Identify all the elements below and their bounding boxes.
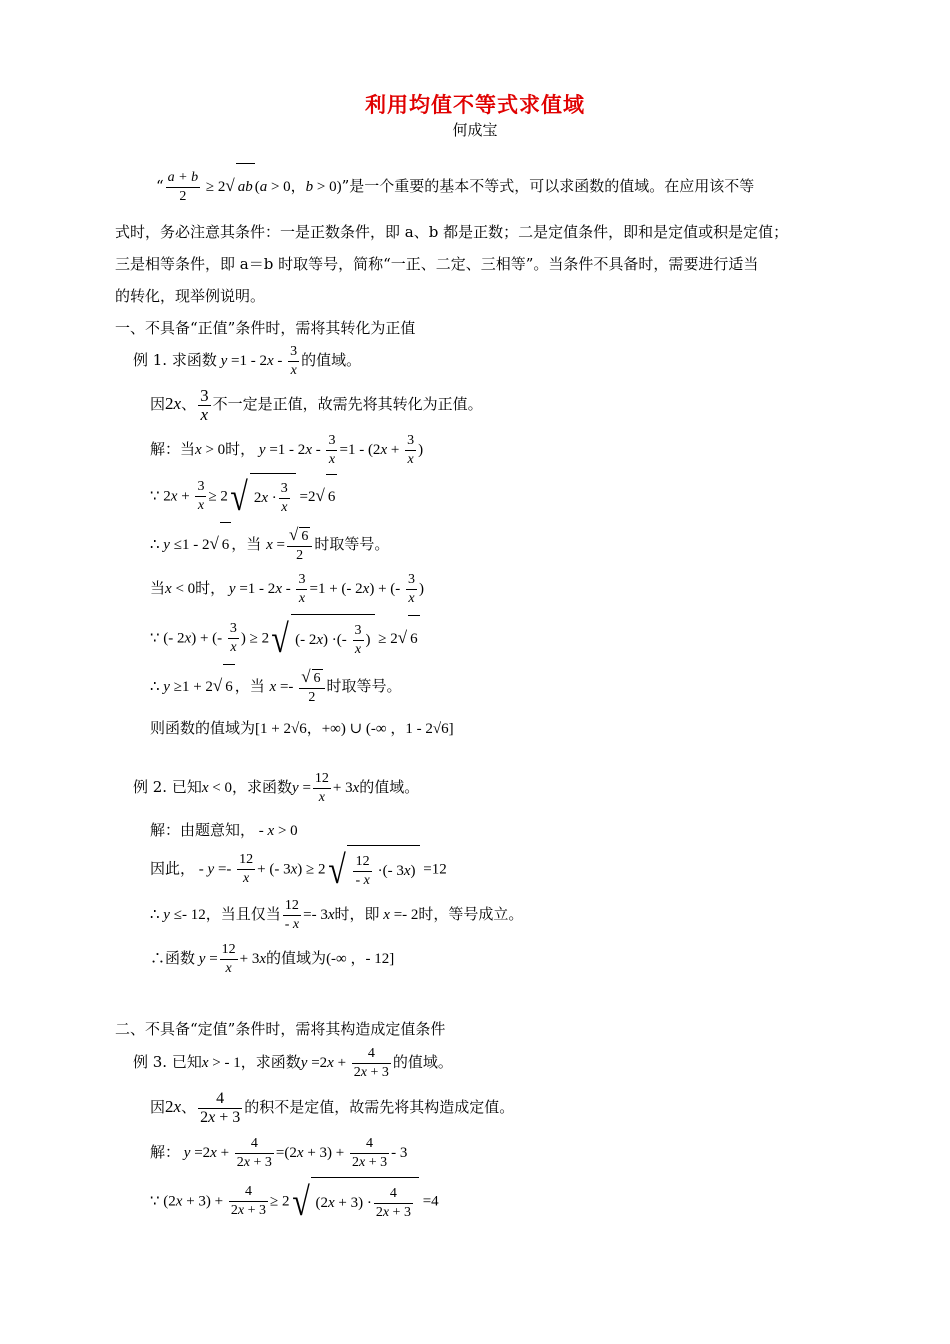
example-3-reason: 因2x、 $\frac{4}{2x + 3}$ 的积不是定值，故需先将其构造成定值。 bbox=[150, 1089, 515, 1126]
example-2-statement: 例 2. 已知x < 0，求函数y = $\frac{12}{x}$ + 3x的值域。 bbox=[133, 770, 420, 805]
intro-line-2: 式时，务必注意其条件：一是正数条件，即 a、b 都是正数；二是定值条件，即和是定值或积是定值； bbox=[115, 223, 789, 241]
example-2-solution-line-2: 因此， - y =- $\frac{12}{x}$ + (- 3x) ≥ 2√ $\frac{12}{- x}$ ·(- 3x) =12 bbox=[150, 845, 447, 894]
intro-open-quote: “ bbox=[156, 177, 164, 195]
section-2-heading: 二、不具备“定值”条件时，需将其构造成定值条件 bbox=[115, 1020, 446, 1038]
example-3-solution-line-1: 解： y =2x + $\frac{4}{2x + 3}$ =(2x + 3) + $\frac{4}{2x + 3}$ - 3 bbox=[150, 1135, 408, 1170]
example-2-solution-line-1: 解：由题意知， - x > 0 bbox=[150, 821, 298, 839]
example-1-reason: 因2x、 $\frac{3}{x}$ 不一定是正值，故需先将其转化为正值。 bbox=[150, 385, 483, 424]
example-3-statement: 例 3. 已知x > - 1，求函数y =2x + $\frac{4}{2x + 3}$ 的值域。 bbox=[133, 1045, 453, 1080]
author-name: 何成宝 bbox=[452, 121, 498, 139]
example-2-solution-line-3: ∴ y ≤- 12，当且仅当 $\frac{12}{- x}$ =- 3x时，即 x =- 2时，等号成立。 bbox=[150, 897, 524, 932]
example-1-statement: 例 1. 求函数 y =1 - 2x - $\frac{3}{x}$ 的值域。 bbox=[133, 343, 362, 378]
section-1-heading: 一、不具备“正值”条件时，需将其转化为正值 bbox=[115, 319, 416, 337]
example-1-solution-line-5: ∵ (- 2x) + (- $\frac{3}{x}$ ) ≥ 2√ (- 2x) ·(- $\frac{3}{x}$ ) ≥ 2√ 6 bbox=[150, 614, 420, 663]
intro-line-3: 三是相等条件，即 a＝b 时取等号，简称“一正、二定、三相等”。当条件不具备时，需要进行适当 bbox=[115, 255, 759, 273]
range-result-1: [1 + 2√6，+∞) ∪ (-∞ ，1 - 2√6] bbox=[255, 721, 454, 737]
example-1-solution-line-2: ∵ 2x + $\frac{3}{x}$ ≥ 2√ 2x · $\frac{3}{x}$ =2√ 6 bbox=[150, 473, 336, 519]
intro-text-1: ”是一个重要的基本不等式，可以求函数的值域。在应用该不等 bbox=[341, 177, 755, 195]
range-result-2: (-∞ ，- 12] bbox=[326, 951, 395, 967]
example-1-solution-line-3: ∴ y ≤1 - 2√ 6 ，当 x = $\frac{√ 6}{2}$ 时取等号。 bbox=[150, 522, 389, 567]
formula-fraction: $\frac{a + b}{2}$ bbox=[167, 169, 199, 204]
example-1-solution-line-4: 当x < 0时， y =1 - 2x - $\frac{3}{x}$ =1 + (- 2x) + (- $\frac{3}{x}$ ) bbox=[150, 571, 425, 606]
page-title: 利用均值不等式求值域 bbox=[365, 92, 585, 117]
example-2-result: ∴函数 y = $\frac{12}{x}$ + 3x的值域为(-∞ ，- 12] bbox=[150, 941, 395, 976]
example-1-solution-line-1: 解：当x > 0时， y =1 - 2x - $\frac{3}{x}$ =1 - (2x + $\frac{3}{x}$ ) bbox=[150, 432, 424, 467]
example-1-solution-line-6: ∴ y ≥1 + 2√ 6 ，当 x =- $\frac{√ 6}{2}$ 时取等号。 bbox=[150, 664, 402, 709]
example-3-solution-line-2: ∵ (2x + 3) + $\frac{4}{2x + 3}$ ≥ 2√ (2x + 3) · $\frac{4}{2x + 3}$ =4 bbox=[150, 1177, 439, 1226]
intro-line-1 bbox=[156, 163, 754, 210]
intro-formula: ≥ 2√ ab (a > 0，b > 0) bbox=[202, 179, 342, 195]
intro-line-4: 的转化，现举例说明。 bbox=[115, 287, 266, 305]
example-1-result: 则函数的值域为[1 + 2√6，+∞) ∪ (-∞ ，1 - 2√6] bbox=[150, 719, 454, 737]
